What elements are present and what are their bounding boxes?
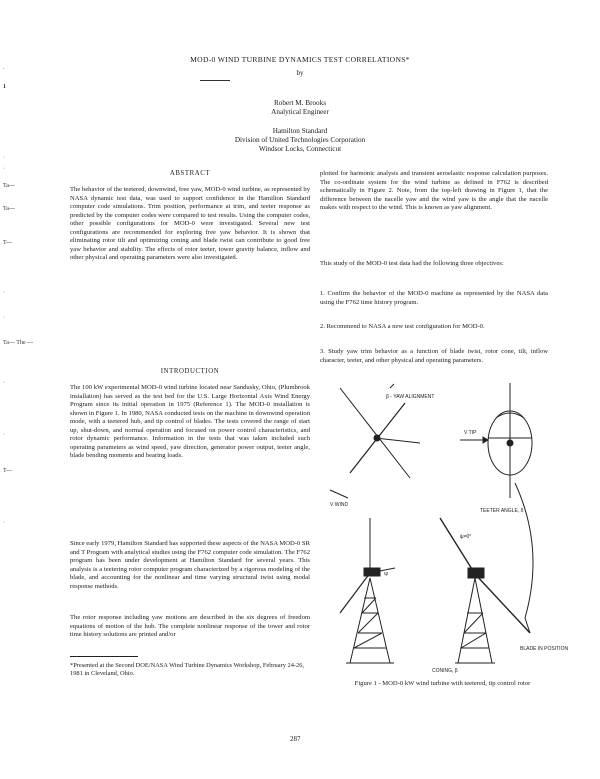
label-coning: CONING, β [432,668,458,674]
affiliation-block [0,127,600,154]
label-teeter-angle: TEETER ANGLE, δ [480,508,524,514]
margin-mark: 1 [3,84,6,90]
author-block [0,99,600,117]
objective-item: 3. Study yaw trim behavior as a function of blade twist, rotor cone, tilt, inflow character, teeter, and other physical and operating parameters. [320,348,548,364]
margin-mark: · [3,155,5,161]
margin-mark: T--- [3,240,13,246]
margin-mark: . [3,65,5,71]
rotor-plan-view [330,384,420,498]
label-v-tip: V TIP [464,430,477,436]
margin-mark: · [3,315,5,321]
footnote: *Presented at the Second DOE/NASA Wind Turbine Dynamics Workshop, February 24-26, 1981 in Cleveland, Ohio. [70,662,305,677]
page-number: 287 [290,735,301,743]
body-paragraph: This study of the MOD-0 test data had the following three objectives: [320,260,504,267]
body-paragraph: plotted for harmonic analysis and transient aeroelastic response calculation purposes. The co-ordinate system for the wind turbine as defined in F762 is described schematically in Figure 2. Note, from the top-left drawing in Figure 1, that the difference between the nacelle yaw and the wind yaw is the angle that the nacelle makes with respect to the wind. This is known as yaw alignment. [320,170,548,211]
author-role: Analytical Engineer [271,108,329,116]
introduction-heading: INTRODUCTION [160,368,220,375]
objective-item: 2. Recommend to NASA a new test configuration for MOD-0. [320,323,485,330]
label-yaw-alignment: β - YAW ALIGNMENT [386,394,435,400]
introduction-paragraph: Since early 1979, Hamilton Standard has supported these aspects of the NASA MOD-0 SR and T Program with analytical studies using the F762 computer code simulation. The F762 program has been under development at Hamilton Standard for several years. This analysis is a teetering rotor computer program characterized by a rigorous modeling of the blade, and accounting for the nonlinear and time varying structural twist using modal response methods. [70,540,310,590]
byline-rule [200,80,230,81]
margin-mark: Ta--- [3,206,15,212]
tower-front-view [340,518,395,663]
label-azimuth: ψ=0° [460,534,472,540]
affiliation-location: Windsor Locks, Connecticut [258,145,342,153]
margin-mark: · [3,380,5,386]
margin-mark: Ta--- [3,183,15,189]
abstract-heading: ABSTRACT [169,170,211,177]
margin-mark: · [3,520,5,526]
margin-mark: · [3,166,5,172]
margin-mark: T--- [3,468,13,474]
label-tilt: Ψ [384,572,389,578]
blade-section-view [460,383,532,498]
author-name: Robert M. Brooks [273,99,327,107]
introduction-paragraph: The rotor response including yaw motions are described in the six degrees of freedom equations of motion of the hub. The complete nonlinear response of the tower and rotor time history solutions are printed and/or [70,614,310,638]
byline: by [296,69,304,77]
margin-mark: · [3,290,5,296]
margin-mark: · [3,432,5,438]
margin-mark: Ta--- The --- [3,340,34,346]
figure-caption: Figure 1 - MOD-0 kW wind turbine with teetered, tip control rotor [354,680,531,687]
label-blade-position: BLADE IN POSITION [520,646,569,652]
label-wind: V WIND [330,502,349,508]
objective-item: 1. Confirm the behavior of the MOD-0 machine as represented by the NASA data using the F762 time history program. [320,290,548,306]
paper-title: MOD-0 WIND TURBINE DYNAMICS TEST CORRELATIONS* [190,55,410,64]
footnote-rule [70,656,138,657]
figure-1-drawing [320,378,569,678]
introduction-paragraph: The 100 kW experimental MOD-0 wind turbine located near Sandusky, Ohio, (Plumbrook installation) has served as the test bed for the U.S. Large Horizontal Axis Wind Energy Program since its initial operation in 1975 (Reference 1). The MOD-0 installation is shown in Figure 1. In 1980, NASA conducted tests on the machine in downwind operation mode, with a teetered hub, and tip control of blades. The tests covered the range of start up, shut-down, and normal operation and focused on power control characteristics, and rotor dynamic performance. Information in the tests that was taken included such operating parameters as wind speed, yaw direction, generator power output, teeter angle, blade bending moments and bearing loads. [70,384,310,459]
affiliation-division: Division of United Technologies Corporation [234,136,366,144]
affiliation-org: Hamilton Standard [272,127,328,135]
abstract-text: The behavior of the teetered, downwind, free yaw, MOD-0 wind turbine, as represented by NASA dynamic test data, was used to support confidence in the Hamilton Standard computer code simulations. Trim position, performance at trim, and teeter response as predicted by the computer codes were compared to test results. Using the computer codes, other possible configurations for MOD-0 were investigated. Several new test configurations are recommended for exploring free yaw behavior. It is shown that eliminating rotor tilt and optimizing coning and blade twist can contribute to good free yaw behavior and stability. The effects of rotor teeter, tower gravity balance, inflow and other physical and operating parameters were also investigated. [70,186,310,261]
